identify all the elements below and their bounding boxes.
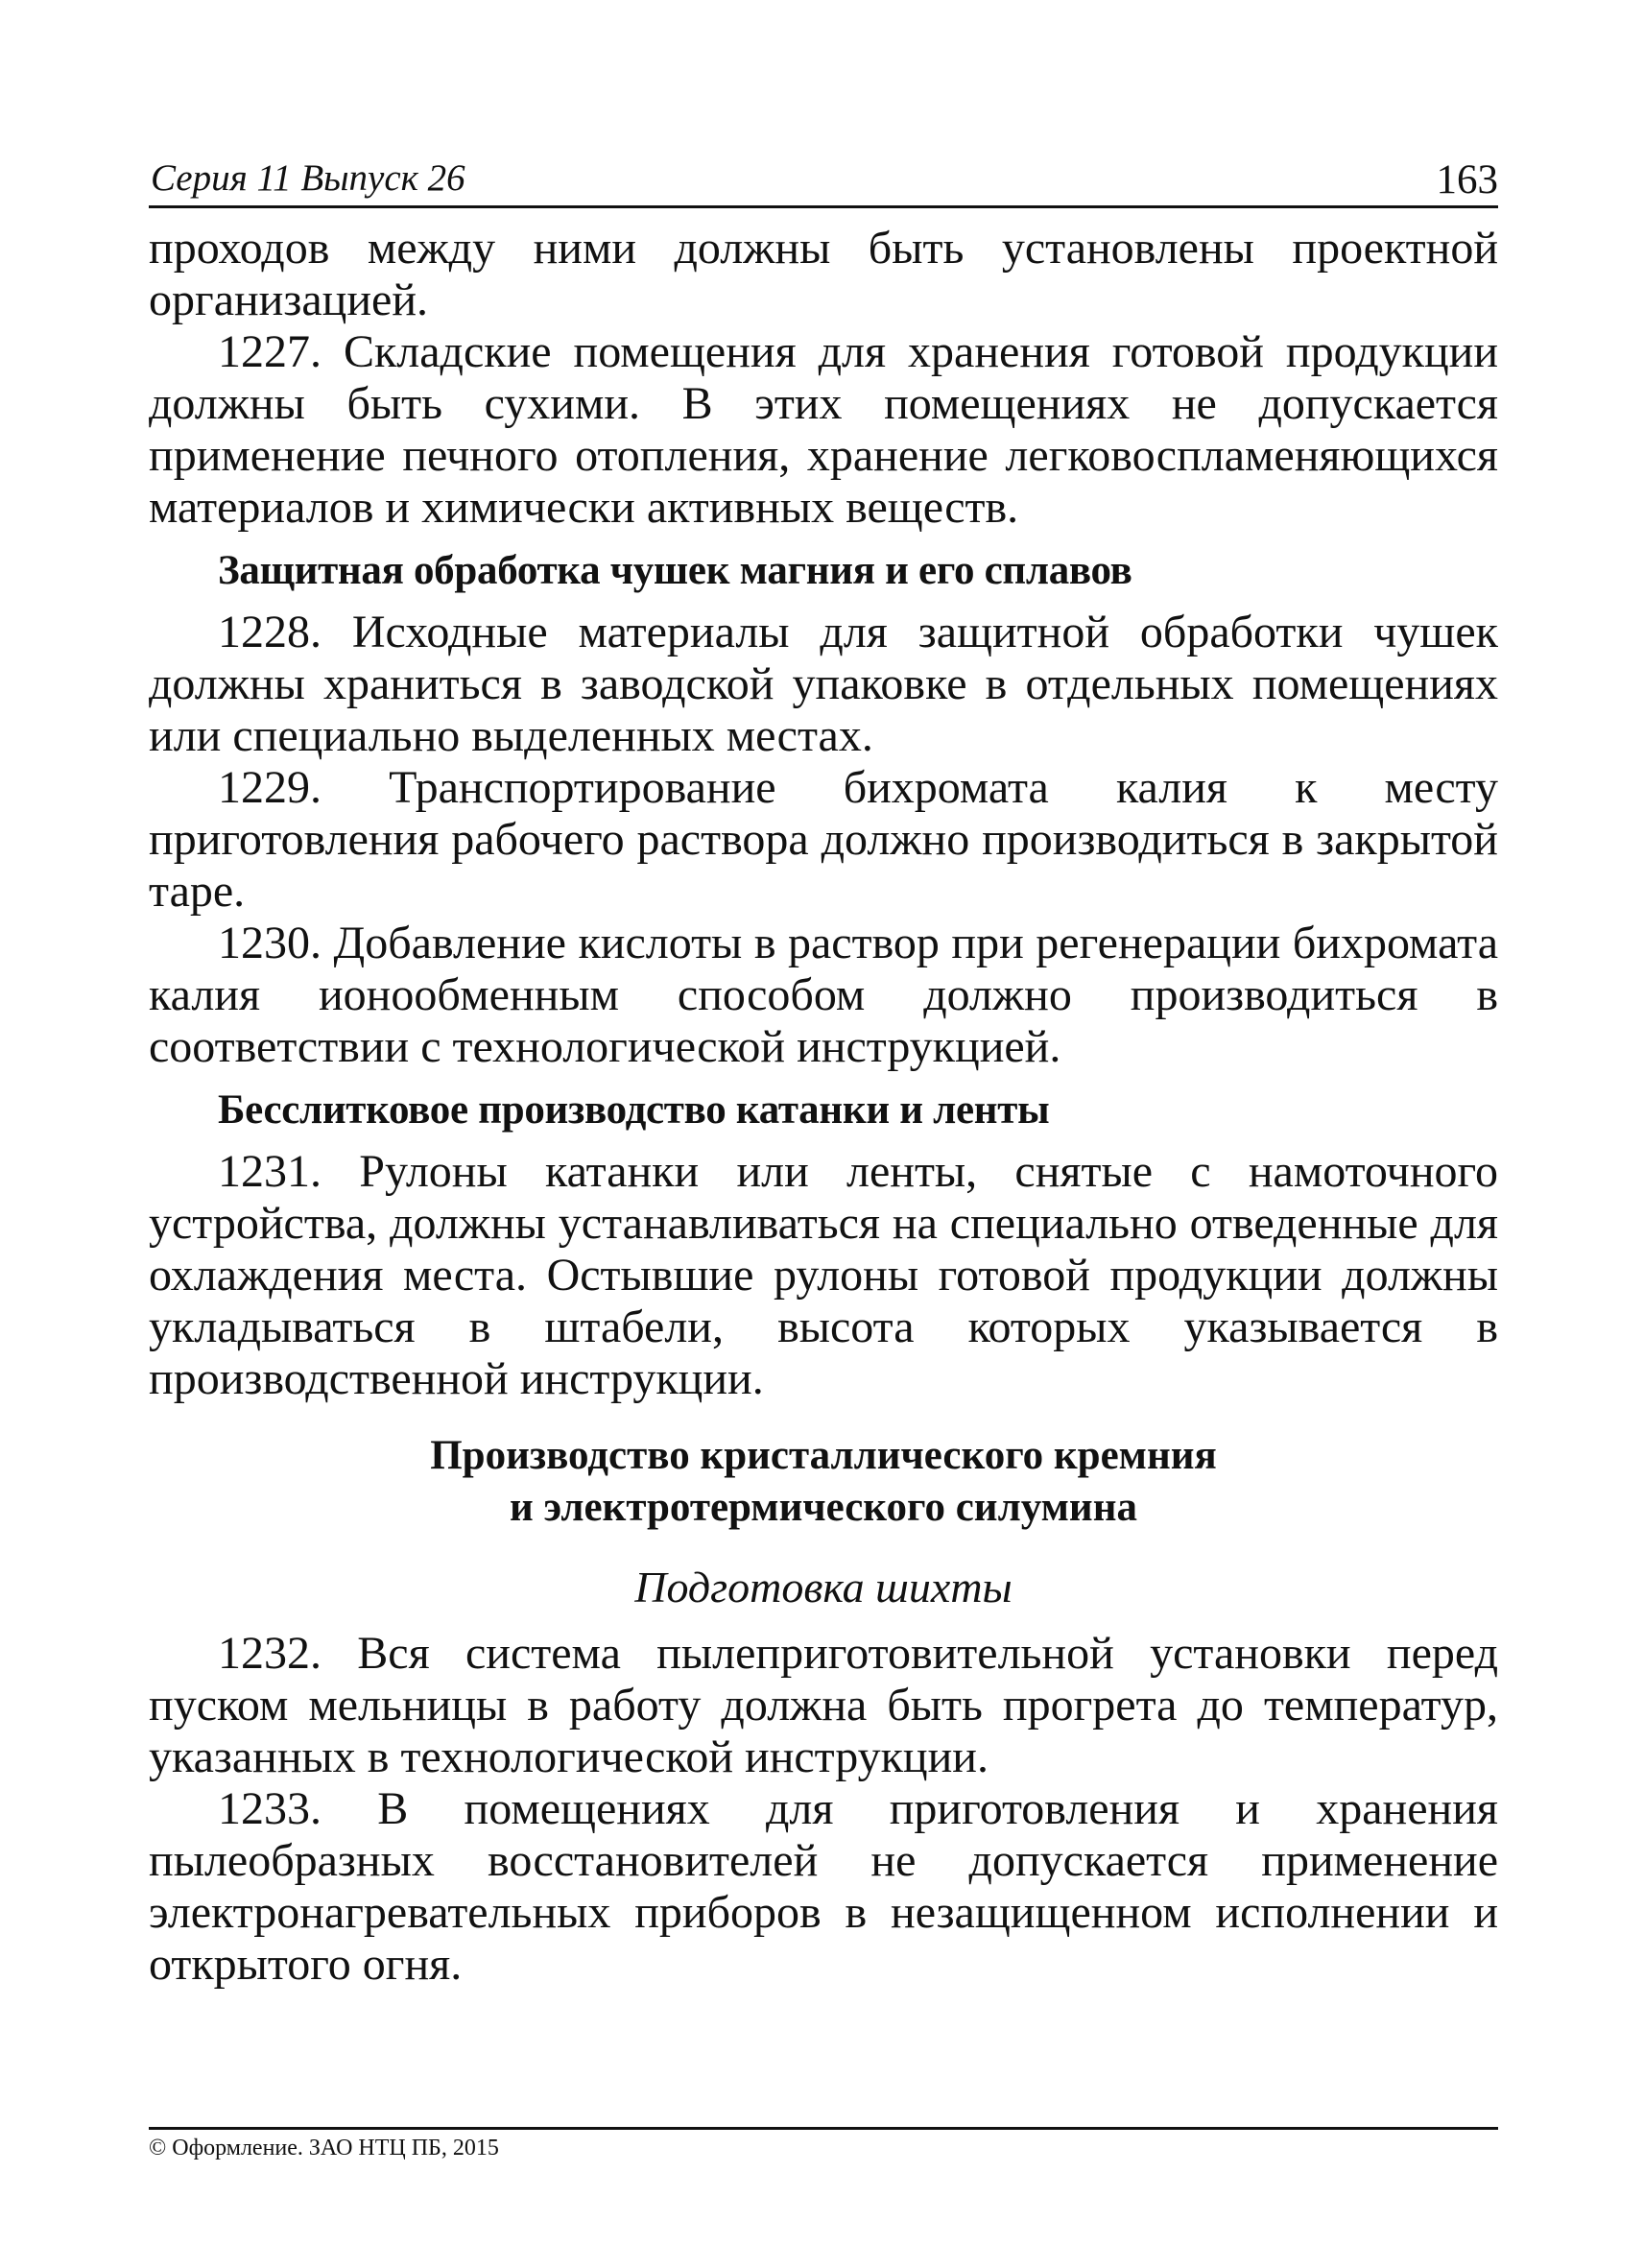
paragraph-1229: 1229. Транспортирование бихромата калия к месту приготовления рабочего раствора должно производиться в закрытой таре. xyxy=(149,762,1498,917)
copyright-text: © Оформление. ЗАО НТЦ ПБ, 2015 xyxy=(149,2136,499,2161)
paragraph-1230: 1230. Добавление кислоты в раствор при регенерации бихромата калия ионообменным способом должно производиться в соответствии с технологической инструкцией. xyxy=(149,918,1498,1072)
paragraph-1231: 1231. Рулоны катанки или ленты, снятые с намоточного устройства, должны устанавливаться на специально отведенные для охлаждения места. Остывшие рулоны готовой продукции должны укладываться в штабели, высота которых указывается в производственной инструкции. xyxy=(149,1146,1498,1404)
copyright-footer xyxy=(149,2127,1498,2161)
paragraph-1228: 1228. Исходные материалы для защитной обработки чушек должны храниться в заводской упаковке в отдельных помещениях или специально выделенных местах. xyxy=(149,607,1498,761)
chapter-heading-silicon xyxy=(149,1430,1498,1534)
section-heading-ingotless-production: Бесслитковое производство катанки и ленты xyxy=(218,1087,1050,1133)
series-label: Серия 11 Выпуск 26 xyxy=(151,157,465,199)
paragraph-continuation: проходов между ними должны быть установлены проектной организацией. xyxy=(149,223,1498,325)
chapter-heading-line-1: Производство кристаллического кремния xyxy=(430,1433,1217,1478)
chapter-heading-line-2: и электротермического силумина xyxy=(510,1485,1137,1530)
subsection-heading-charge-preparation: Подготовка шихты xyxy=(634,1563,1013,1611)
paragraph-1227: 1227. Складские помещения для хранения готовой продукции должны быть сухими. В этих помещениях не допускается применение печного отопления, хранение легковоспламеняющихся материалов и химически активных веществ. xyxy=(149,326,1498,533)
running-header xyxy=(149,152,1498,208)
body-text xyxy=(149,223,1498,1991)
page-number: 163 xyxy=(1436,157,1498,203)
section-heading-protective-treatment: Защитная обработка чушек магния и его сплавов xyxy=(218,548,1132,593)
paragraph-1232: 1232. Вся система пылеприготовительной установки перед пуском мельницы в работу должна быть прогрета до температур, указанных в технологической инструкции. xyxy=(149,1628,1498,1782)
paragraph-1233: 1233. В помещениях для приготовления и хранения пылеобразных восстановителей не допускается применение электронагревательных приборов в незащищенном исполнении и открытого огня. xyxy=(149,1783,1498,1990)
